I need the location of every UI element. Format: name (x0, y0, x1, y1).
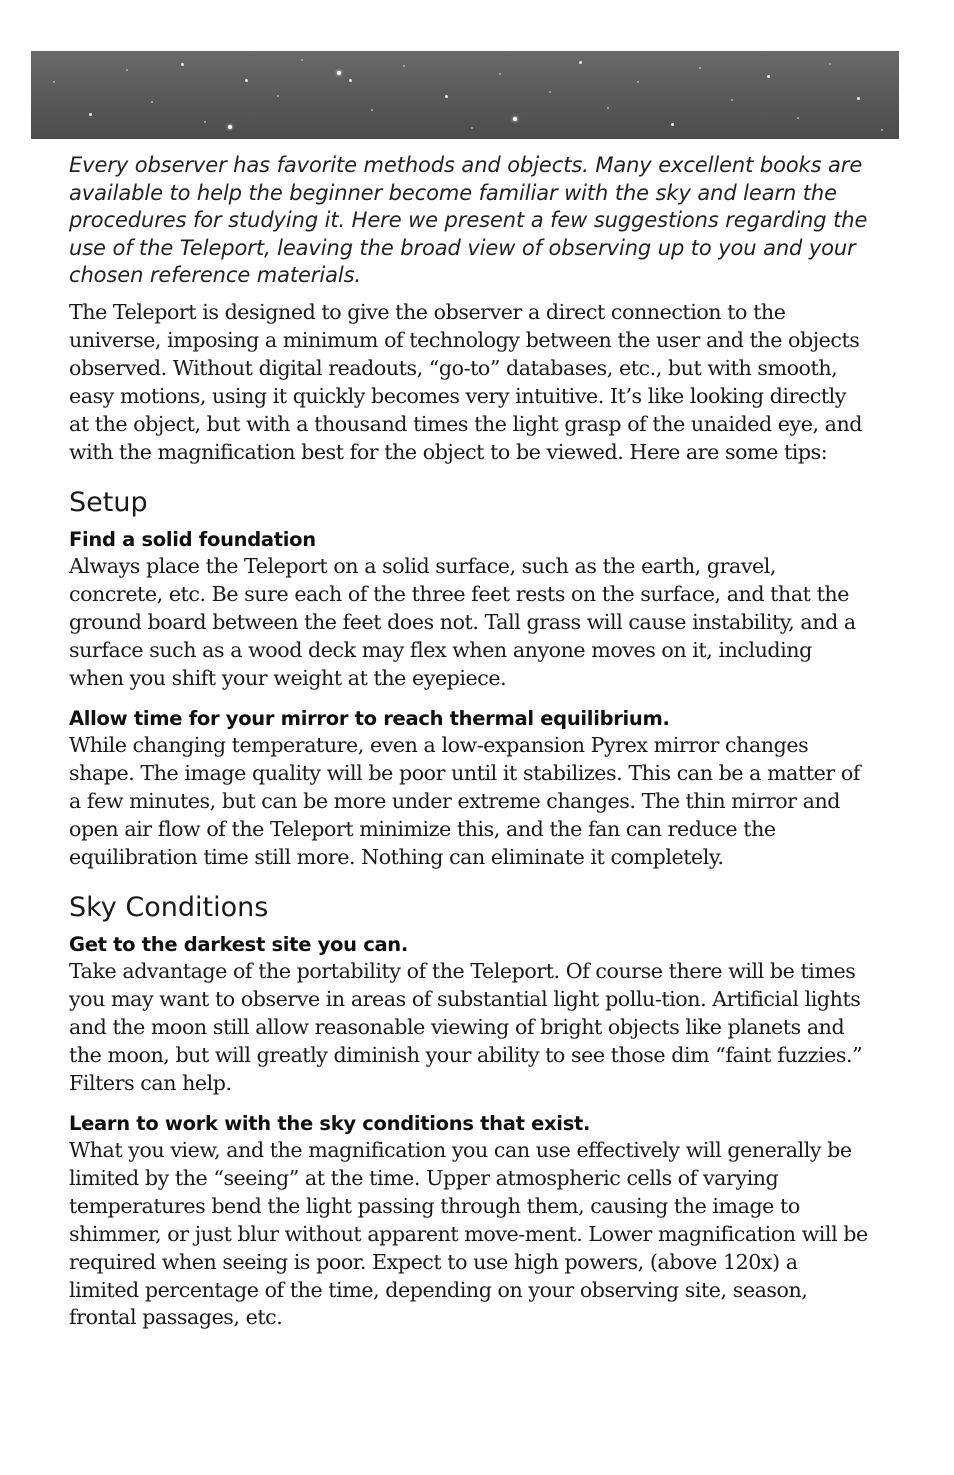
tip-block (69, 526, 869, 693)
tip-heading: Get to the darkest site you can. (69, 933, 409, 957)
overview-paragraph: The Teleport is designed to give the observer a direct connection to the universe, imposing a minimum of technology between the user and the objects observed. Without digital readouts, “go-to” databases, etc., but with smooth, easy motions, using it quickly becomes very intuitive. It’s like looking directly at the object, but with a thousand times the light grasp of the unaided eye, and with the magnification best for the object to be viewed. Here are some tips: (69, 299, 863, 464)
tip-heading: Allow time for your mirror to reach thermal equilibrium. (69, 706, 670, 730)
page-content (69, 152, 869, 1344)
tip-heading: Find a solid foundation (69, 528, 316, 552)
tip-text: Take advantage of the portability of the Teleport. Of course there will be times you may want to observe in areas of substantial light pollu-tion. Artificial lights and the moon still allow reasonable viewing of bright objects like planets and the moon, but will greatly diminish your ability to see those dim “faint fuzzies.” Filters can help. (69, 959, 863, 1096)
intro-paragraph: Every observer has favorite methods and objects. Many excellent books are available to help the beginner become familiar with the sky and learn the procedures for studying it. Here we present a few suggestions regarding the use of the Teleport, leaving the broad view of observing up to you and your chosen reference materials. (69, 153, 868, 288)
section-title-sky-conditions: Sky Conditions (69, 892, 269, 924)
tip-text: What you view, and the magnification you can use effectively will generally be limited by the “seeing” at the time. Upper atmospheric cells of varying temperatures bend the light passing through them, causing the image to shimmer, or just blur without apparent move-ment. Lower magnification will be required when seeing is poor. Expect to use high powers, (above 120x) a limited percentage of the time, depending on your observing site, season, frontal passages, etc. (69, 1138, 868, 1330)
tip-block (69, 705, 869, 872)
tip-heading: Learn to work with the sky conditions that exist. (69, 1112, 591, 1135)
tip-block (69, 1110, 869, 1332)
tip-text: Always place the Teleport on a solid surface, such as the earth, gravel, concrete, etc. Be sure each of the three feet rests on the surface, and that the ground board between the feet does not. Tall grass will cause instability, and a surface such as a wood deck may flex when anyone moves on it, including when you shift your weight at the eyepiece. (69, 554, 856, 691)
tip-block (69, 931, 869, 1098)
tip-text: While changing temperature, even a low-expansion Pyrex mirror changes shape. The image quality will be poor until it stabilizes. This can be a matter of a few minutes, but can be more under extreme changes. The thin mirror and open air flow of the Teleport minimize this, and the fan can reduce the equilibration time still more. Nothing can eliminate it completely. (69, 732, 860, 869)
section-title-setup: Setup (69, 487, 148, 519)
starfield-banner (31, 51, 899, 139)
